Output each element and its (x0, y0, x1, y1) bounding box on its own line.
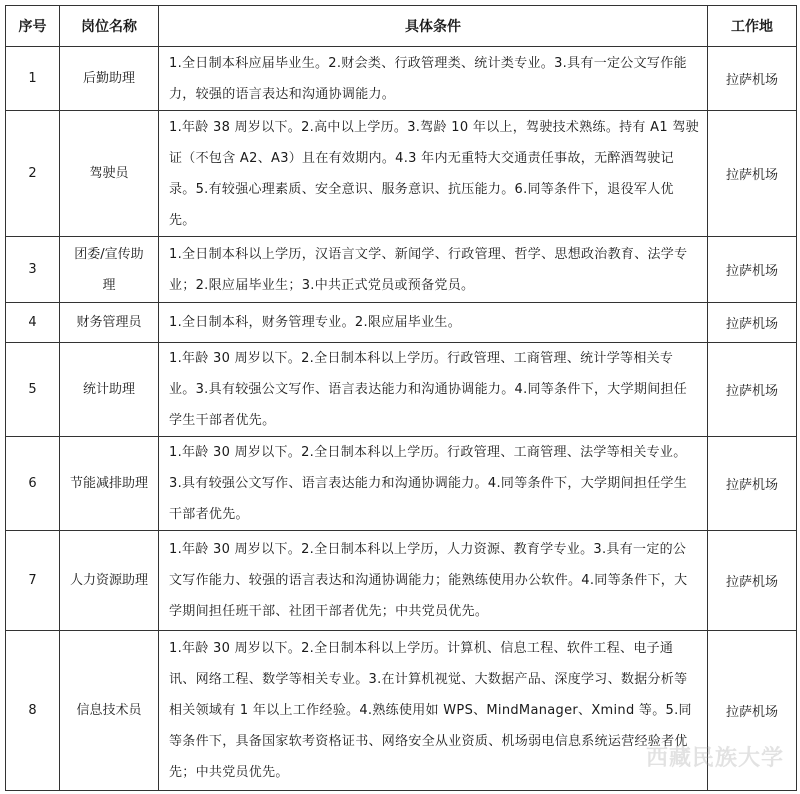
row-seq: 6 (6, 437, 60, 531)
table-row (6, 111, 797, 237)
table-row (6, 343, 797, 437)
row-location: 拉萨机场 (708, 343, 797, 437)
row-seq: 2 (6, 111, 60, 237)
header-conditions: 具体条件 (159, 6, 708, 47)
table-row (6, 237, 797, 303)
table-row (6, 47, 797, 111)
row-conditions: 1.全日制本科应届毕业生。2.财会类、行政管理类、统计类专业。3.具有一定公文写作能力，较强的语言表达和沟通协调能力。 (159, 47, 708, 111)
row-conditions: 1.年龄 30 周岁以下。2.全日制本科以上学历，人力资源、教育学专业。3.具有一定的公文写作能力、较强的语言表达和沟通协调能力；能熟练使用办公软件。4.同等条件下，大学期间担任班干部、社团干部者优先；中共党员优先。 (159, 531, 708, 631)
row-seq: 4 (6, 303, 60, 343)
row-seq: 5 (6, 343, 60, 437)
table-row (6, 531, 797, 631)
header-row (6, 6, 797, 47)
recruitment-table (5, 5, 797, 791)
row-seq: 1 (6, 47, 60, 111)
row-conditions: 1.全日制本科以上学历，汉语言文学、新闻学、行政管理、哲学、思想政治教育、法学专业；2.限应届毕业生；3.中共正式党员或预备党员。 (159, 237, 708, 303)
table-row (6, 303, 797, 343)
row-seq: 8 (6, 631, 60, 791)
table-row (6, 437, 797, 531)
row-location: 拉萨机场 (708, 631, 797, 791)
row-location: 拉萨机场 (708, 237, 797, 303)
row-location: 拉萨机场 (708, 303, 797, 343)
row-location: 拉萨机场 (708, 47, 797, 111)
watermark: 西藏民族大学 (645, 746, 784, 771)
row-location: 拉萨机场 (708, 437, 797, 531)
row-position: 团委/宣传助理 (60, 237, 159, 303)
row-conditions: 1.年龄 30 周岁以下。2.全日制本科以上学历。计算机、信息工程、软件工程、电子通讯、网络工程、数学等相关专业。3.在计算机视觉、大数据产品、深度学习、数据分析等相关领域有 1 年以上工作经验。4.熟练使用如 WPS、MindManager、Xmind 等。5.同等条件下，具备国家软考资格证书、网络安全从业资质、机场弱电信息系统运营经验者优先；中共党员优先。 (159, 631, 708, 791)
header-location: 工作地 (708, 6, 797, 47)
header-position: 岗位名称 (60, 6, 159, 47)
row-position: 统计助理 (60, 343, 159, 437)
row-position: 节能减排助理 (60, 437, 159, 531)
row-position: 财务管理员 (60, 303, 159, 343)
row-position: 驾驶员 (60, 111, 159, 237)
header-seq: 序号 (6, 6, 60, 47)
row-conditions: 1.年龄 30 周岁以下。2.全日制本科以上学历。行政管理、工商管理、法学等相关专业。3.具有较强公文写作、语言表达能力和沟通协调能力。4.同等条件下，大学期间担任学生干部者优先。 (159, 437, 708, 531)
row-conditions: 1.年龄 38 周岁以下。2.高中以上学历。3.驾龄 10 年以上，驾驶技术熟练。持有 A1 驾驶证（不包含 A2、A3）且在有效期内。4.3 年内无重特大交通责任事故，无醉酒驾驶记录。5.有较强心理素质、安全意识、服务意识、抗压能力。6.同等条件下，退役军人优先。 (159, 111, 708, 237)
row-position: 后勤助理 (60, 47, 159, 111)
row-location: 拉萨机场 (708, 531, 797, 631)
row-location: 拉萨机场 (708, 111, 797, 237)
row-conditions: 1.全日制本科，财务管理专业。2.限应届毕业生。 (159, 303, 708, 343)
row-position: 信息技术员 (60, 631, 159, 791)
row-conditions: 1.年龄 30 周岁以下。2.全日制本科以上学历。行政管理、工商管理、统计学等相关专业。3.具有较强公文写作、语言表达能力和沟通协调能力。4.同等条件下，大学期间担任学生干部者优先。 (159, 343, 708, 437)
row-seq: 7 (6, 531, 60, 631)
row-seq: 3 (6, 237, 60, 303)
row-position: 人力资源助理 (60, 531, 159, 631)
